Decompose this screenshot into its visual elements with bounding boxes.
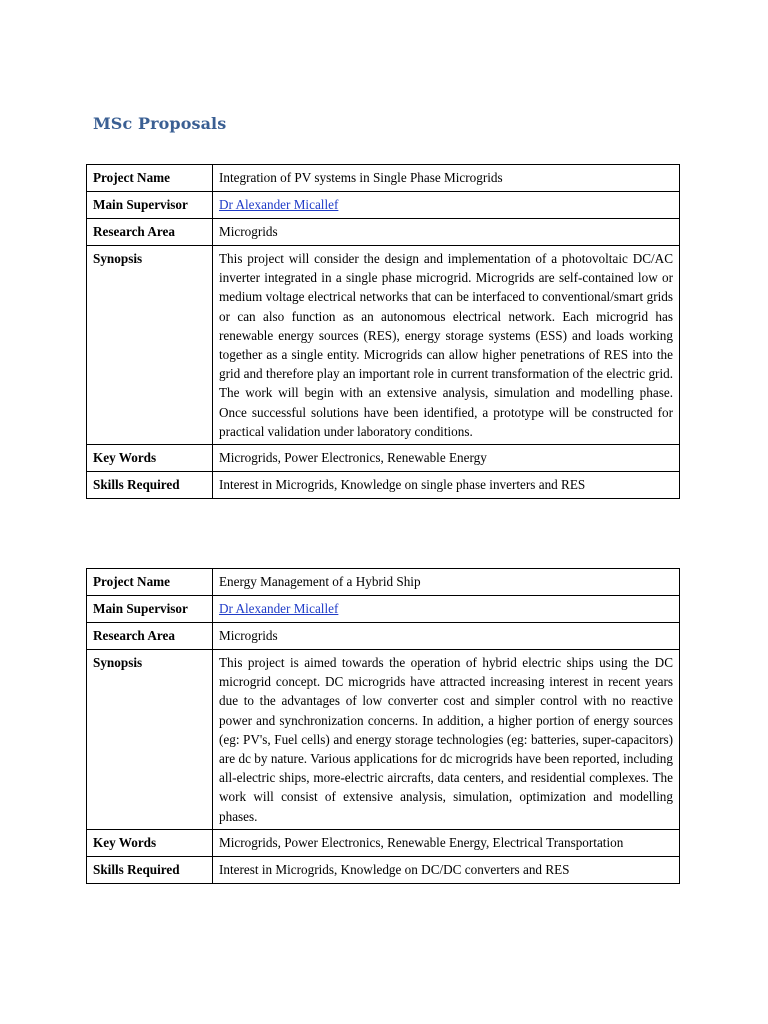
research-area-value: Microgrids — [213, 623, 680, 650]
main-supervisor-value — [213, 192, 680, 219]
synopsis-value: This project will consider the design and implementation of a photovoltaic DC/AC inverter integrated in a single phase microgrid. Microgrids are self-contained low or medium voltage electrical networks that can be interfaced to conventional/smart grids or can also function as an autonomous electrical network. Each microgrid has renewable energy sources (RES), energy storage systems (ESS) and loads working together as a single entity. Microgrids can allow higher penetrations of RES into the grid and therefore play an important role in current transformation of the electric grid. The work will begin with an extensive analysis, simulation and modelling phase. Once successful solutions have been identified, a prototype will be constructed for practical validation under laboratory conditions. — [213, 246, 680, 445]
table-row — [87, 165, 680, 192]
table-row — [87, 472, 680, 499]
table-row — [87, 246, 680, 445]
supervisor-link[interactable]: Dr Alexander Micallef — [219, 197, 339, 212]
project-name-value: Integration of PV systems in Single Phase Microgrids — [213, 165, 680, 192]
table-row — [87, 829, 680, 856]
research-area-label: Research Area — [87, 623, 213, 650]
table-row — [87, 569, 680, 596]
proposal-table-2 — [86, 568, 680, 884]
synopsis-label: Synopsis — [87, 246, 213, 445]
project-name-value: Energy Management of a Hybrid Ship — [213, 569, 680, 596]
key-words-value: Microgrids, Power Electronics, Renewable Energy, Electrical Transportation — [213, 829, 680, 856]
key-words-label: Key Words — [87, 445, 213, 472]
skills-required-value: Interest in Microgrids, Knowledge on DC/DC converters and RES — [213, 856, 680, 883]
page-title: MSc Proposals — [93, 114, 227, 133]
skills-required-label: Skills Required — [87, 856, 213, 883]
skills-required-value: Interest in Microgrids, Knowledge on single phase inverters and RES — [213, 472, 680, 499]
table-row — [87, 596, 680, 623]
table-row — [87, 219, 680, 246]
synopsis-value: This project is aimed towards the operation of hybrid electric ships using the DC microgrid concept. DC microgrids have attracted increasing interest in recent years due to the advantages of low converter cost and simpler control with no reactive power and synchronization concerns. In addition, a higher portion of energy sources (eg: PV's, Fuel cells) and energy storage technologies (eg: batteries, super-capacitors) are dc by nature. Various applications for dc microgrids have been reported, including all-electric ships, more-electric aircrafts, data centers, and residential complexes. The work will consist of extensive analysis, simulation, optimization and modelling phases. — [213, 650, 680, 830]
main-supervisor-value — [213, 596, 680, 623]
research-area-value: Microgrids — [213, 219, 680, 246]
table-row — [87, 856, 680, 883]
key-words-label: Key Words — [87, 829, 213, 856]
main-supervisor-label: Main Supervisor — [87, 192, 213, 219]
synopsis-label: Synopsis — [87, 650, 213, 830]
proposal-table-1 — [86, 164, 680, 499]
research-area-label: Research Area — [87, 219, 213, 246]
skills-required-label: Skills Required — [87, 472, 213, 499]
key-words-value: Microgrids, Power Electronics, Renewable Energy — [213, 445, 680, 472]
main-supervisor-label: Main Supervisor — [87, 596, 213, 623]
table-row — [87, 650, 680, 830]
project-name-label: Project Name — [87, 569, 213, 596]
supervisor-link[interactable]: Dr Alexander Micallef — [219, 601, 339, 616]
table-row — [87, 445, 680, 472]
table-row — [87, 192, 680, 219]
project-name-label: Project Name — [87, 165, 213, 192]
table-row — [87, 623, 680, 650]
